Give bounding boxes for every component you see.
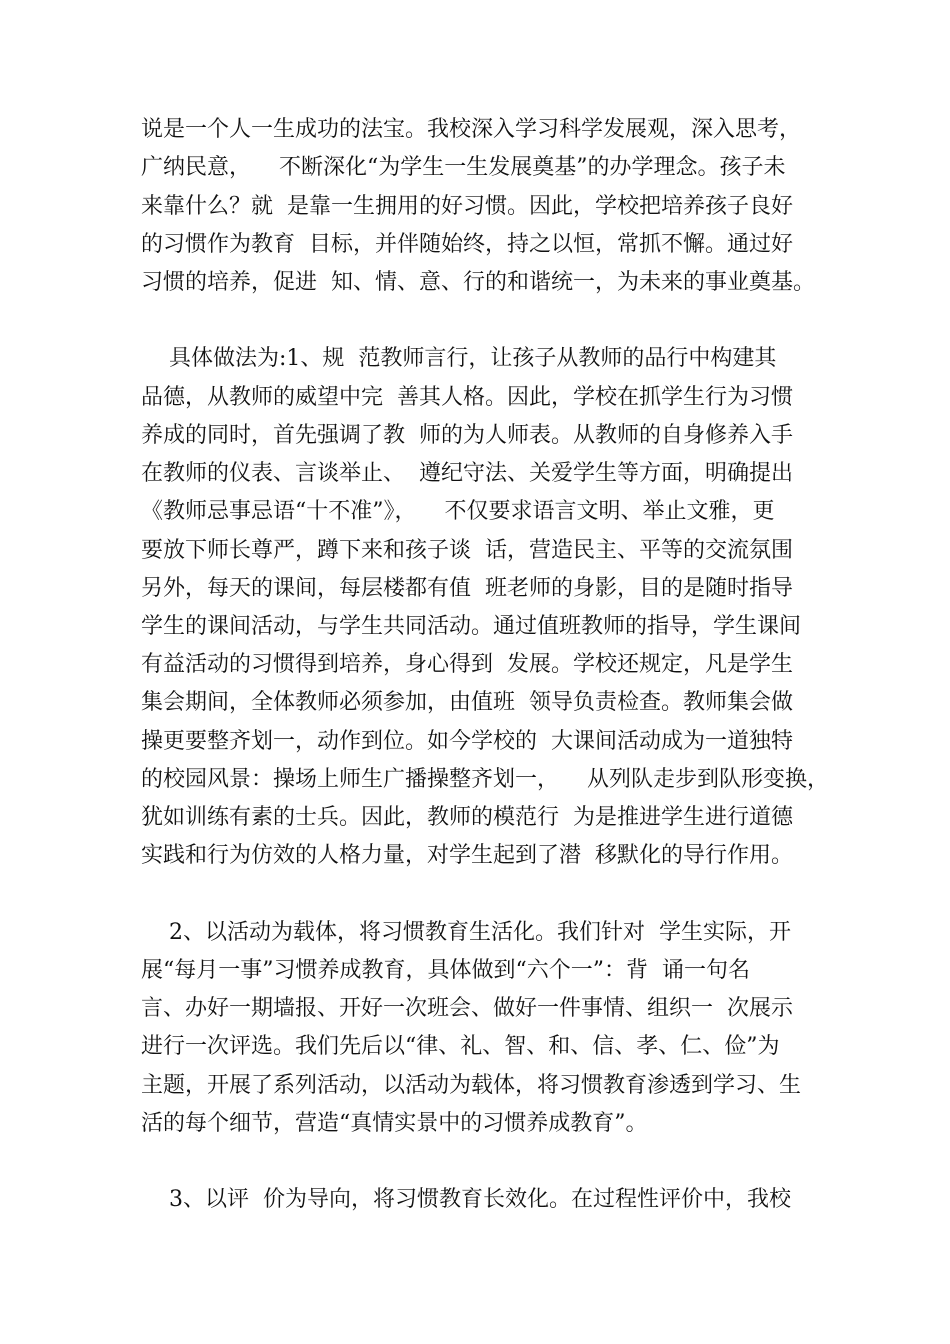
text-line: 要放下师长尊严，蹲下来和孩子谈 话，营造民主、平等的交流氛围	[141, 538, 793, 563]
text-line: 来靠什么？就 是靠一生拥用的好习惯。因此，学校把培养孩子良好	[141, 194, 793, 219]
text-line: 进行一次评选。我们先后以“律、礼、智、和、信、孝、仁、俭”为	[141, 1034, 780, 1059]
text-line: 在教师的仪表、言谈举止、 遵纪守法、关爱学生等方面，明确提出	[141, 461, 793, 486]
text-line: 活的每个细节，营造“真情实景中的习惯养成教育”。	[141, 1111, 648, 1136]
text-line: 展“每月一事”习惯养成教育，具体做到“六个一”：背 诵一句名	[141, 958, 750, 983]
text-line: 实践和行为仿效的人格力量，对学生起到了潜 移默化的导行作用。	[141, 843, 793, 868]
text-line: 养成的同时，首先强调了教 师的为人师表。从教师的自身修养入手	[141, 423, 793, 448]
text-line: 具体做法为:1、规 范教师言行，让孩子从教师的品行中构建其	[141, 346, 777, 371]
text-line: 主题，开展了系列活动，以活动为载体，将习惯教育渗透到学习、生	[141, 1073, 802, 1098]
text-line: 2、以活动为载体，将习惯教育生活化。我们针对 学生实际，开	[141, 920, 791, 945]
text-line: 学生的课间活动，与学生共同活动。通过值班教师的指导，学生课间	[141, 614, 802, 639]
text-line: 集会期间，全体教师必须参加，由值班 领导负责检查。教师集会做	[141, 690, 793, 715]
text-line: 习惯的培养，促进 知、情、意、行的和谐统一，为未来的事业奠基。	[141, 270, 815, 295]
text-line: 言、办好一期墙报、开好一次班会、做好一件事情、组织一 次展示	[141, 996, 793, 1021]
text-line: 广纳民意， 不断深化“为学生一生发展奠基”的办学理念。孩子未	[141, 155, 786, 180]
text-line: 有益活动的习惯得到培养，身心得到 发展。学校还规定，凡是学生	[141, 652, 793, 677]
text-line: 说是一个人一生成功的法宝。我校深入学习科学发展观，深入思考，	[141, 117, 802, 142]
text-line: 操更要整齐划一，动作到位。如今学校的 大课间活动成为一道独特	[141, 729, 793, 754]
text-line: 《教师忌事忌语“十不准”》， 不仅要求语言文明、举止文雅，更	[141, 499, 775, 524]
text-line: 3、以评 价为导向，将习惯教育长效化。在过程性评价中，我校	[141, 1187, 791, 1212]
text-line: 另外，每天的课间，每层楼都有值 班老师的身影，目的是随时指导	[141, 576, 793, 601]
text-line: 品德，从教师的威望中完 善其人格。因此，学校在抓学生行为习惯	[141, 385, 793, 410]
text-line: 的校园风景：操场上师生广播操整齐划一， 从列队走步到队形变换，	[141, 767, 829, 792]
text-line: 的习惯作为教育 目标，并伴随始终，持之以恒，常抓不懈。通过好	[141, 232, 793, 257]
text-line: 犹如训练有素的士兵。因此，教师的模范行 为是推进学生进行道德	[141, 805, 793, 830]
